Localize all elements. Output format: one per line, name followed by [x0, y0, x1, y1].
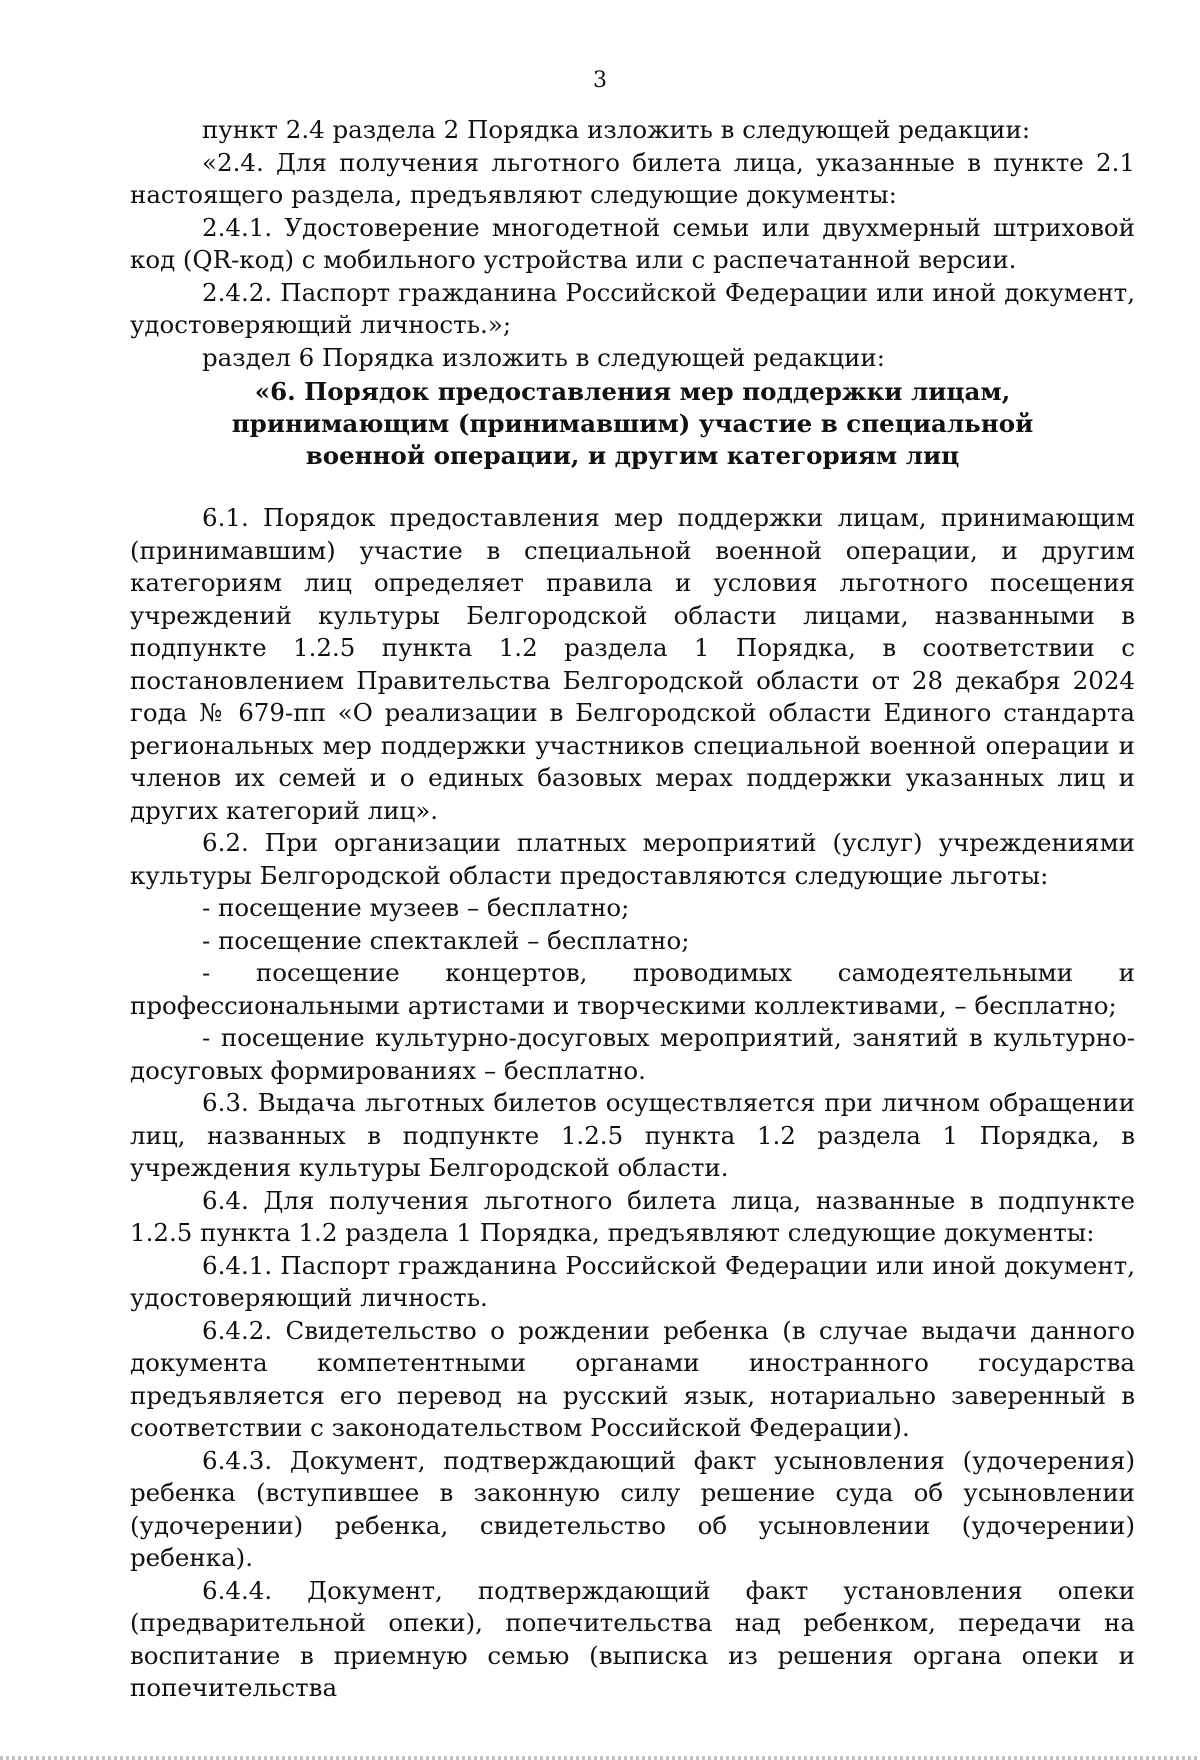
- paragraph: 2.4.1. Удостоверение многодетной семьи или двухмерный штриховой код (QR-код) с мобильного устройства или с распечатанной версии.: [130, 212, 1135, 274]
- list-item: - посещение культурно-досуговых мероприятий, занятий в культурно-досуговых формированиях – бесплатно.: [130, 1023, 1135, 1085]
- list-item: - посещение концертов, проводимых самодеятельными и профессиональными артистами и творческими коллективами, – бесплатно;: [130, 958, 1135, 1020]
- section-heading-line: «6. Порядок предоставления мер поддержки лицам,: [254, 377, 1011, 406]
- paragraph: 6.4. Для получения льготного билета лица, названные в подпункте 1.2.5 пункта 1.2 раздела 1 Порядка, предъявляют следующие документы:: [130, 1185, 1135, 1247]
- paragraph: 2.4.2. Паспорт гражданина Российской Федерации или иной документ, удостоверяющий личность.»;: [130, 277, 1135, 339]
- list-item: - посещение спектаклей – бесплатно;: [202, 925, 690, 955]
- paragraph: 6.4.1. Паспорт гражданина Российской Федерации или иной документ, удостоверяющий личность.: [130, 1250, 1135, 1312]
- paragraph: 6.4.3. Документ, подтверждающий факт усыновления (удочерения) ребенка (вступившее в законную силу решение суда об усыновлении (удочерении) ребенка, свидетельство об усыновлении (удочерении) ребенка).: [130, 1445, 1135, 1572]
- paragraph: раздел 6 Порядка изложить в следующей редакции:: [202, 342, 886, 372]
- section-heading: [130, 376, 1135, 472]
- paragraph: 6.2. При организации платных мероприятий (услуг) учреждениями культуры Белгородской области предоставляются следующие льготы:: [130, 828, 1135, 890]
- paragraph: 6.4.2. Свидетельство о рождении ребенка (в случае выдачи данного документа компетентными органами иностранного государства предъявляется его перевод на русский язык, нотариально заверенный в соответствии с законодательством Российской Федерации).: [130, 1315, 1135, 1442]
- section-heading-line: принимающим (принимавшим) участие в специальной: [231, 409, 1034, 438]
- page-number: 3: [593, 68, 607, 93]
- paragraph: 6.1. Порядок предоставления мер поддержки лицам, принимающим (принимавшим) участие в специальной военной операции, и другим категориям лиц определяет правила и условия льготного посещения учреждений культуры Белгородской области лицами, названными в подпункте 1.2.5 пункта 1.2 раздела 1 Порядка, в соответствии с постановлением Правительства Белгородской области от 28 декабря 2024 года № 679-пп «О реализации в Белгородской области Единого стандарта региональных мер поддержки участников специальной военной операции и членов их семей и о единых базовых мерах поддержки указанных лиц и других категорий лиц».: [130, 503, 1135, 825]
- paragraph: пункт 2.4 раздела 2 Порядка изложить в следующей редакции:: [202, 115, 1031, 144]
- list-item: - посещение музеев – бесплатно;: [202, 893, 630, 922]
- paragraph: 6.3. Выдача льготных билетов осуществляется при личном обращении лиц, названных в подпункте 1.2.5 пункта 1.2 раздела 1 Порядка, в учреждения культуры Белгородской области.: [130, 1088, 1135, 1182]
- section-heading-line: военной операции, и другим категориям лиц: [305, 441, 960, 470]
- paragraph: «2.4. Для получения льготного билета лица, указанные в пункте 2.1 настоящего раздела, предъявляют следующие документы:: [130, 147, 1135, 209]
- document-body: [130, 114, 1135, 1705]
- paragraph: 6.4.4. Документ, подтверждающий факт установления опеки (предварительной опеки), попечительства над ребенком, передачи на воспитание в приемную семью (выписка из решения органа опеки и попечительства: [130, 1575, 1135, 1702]
- scan-edge-divider: [0, 1756, 1200, 1760]
